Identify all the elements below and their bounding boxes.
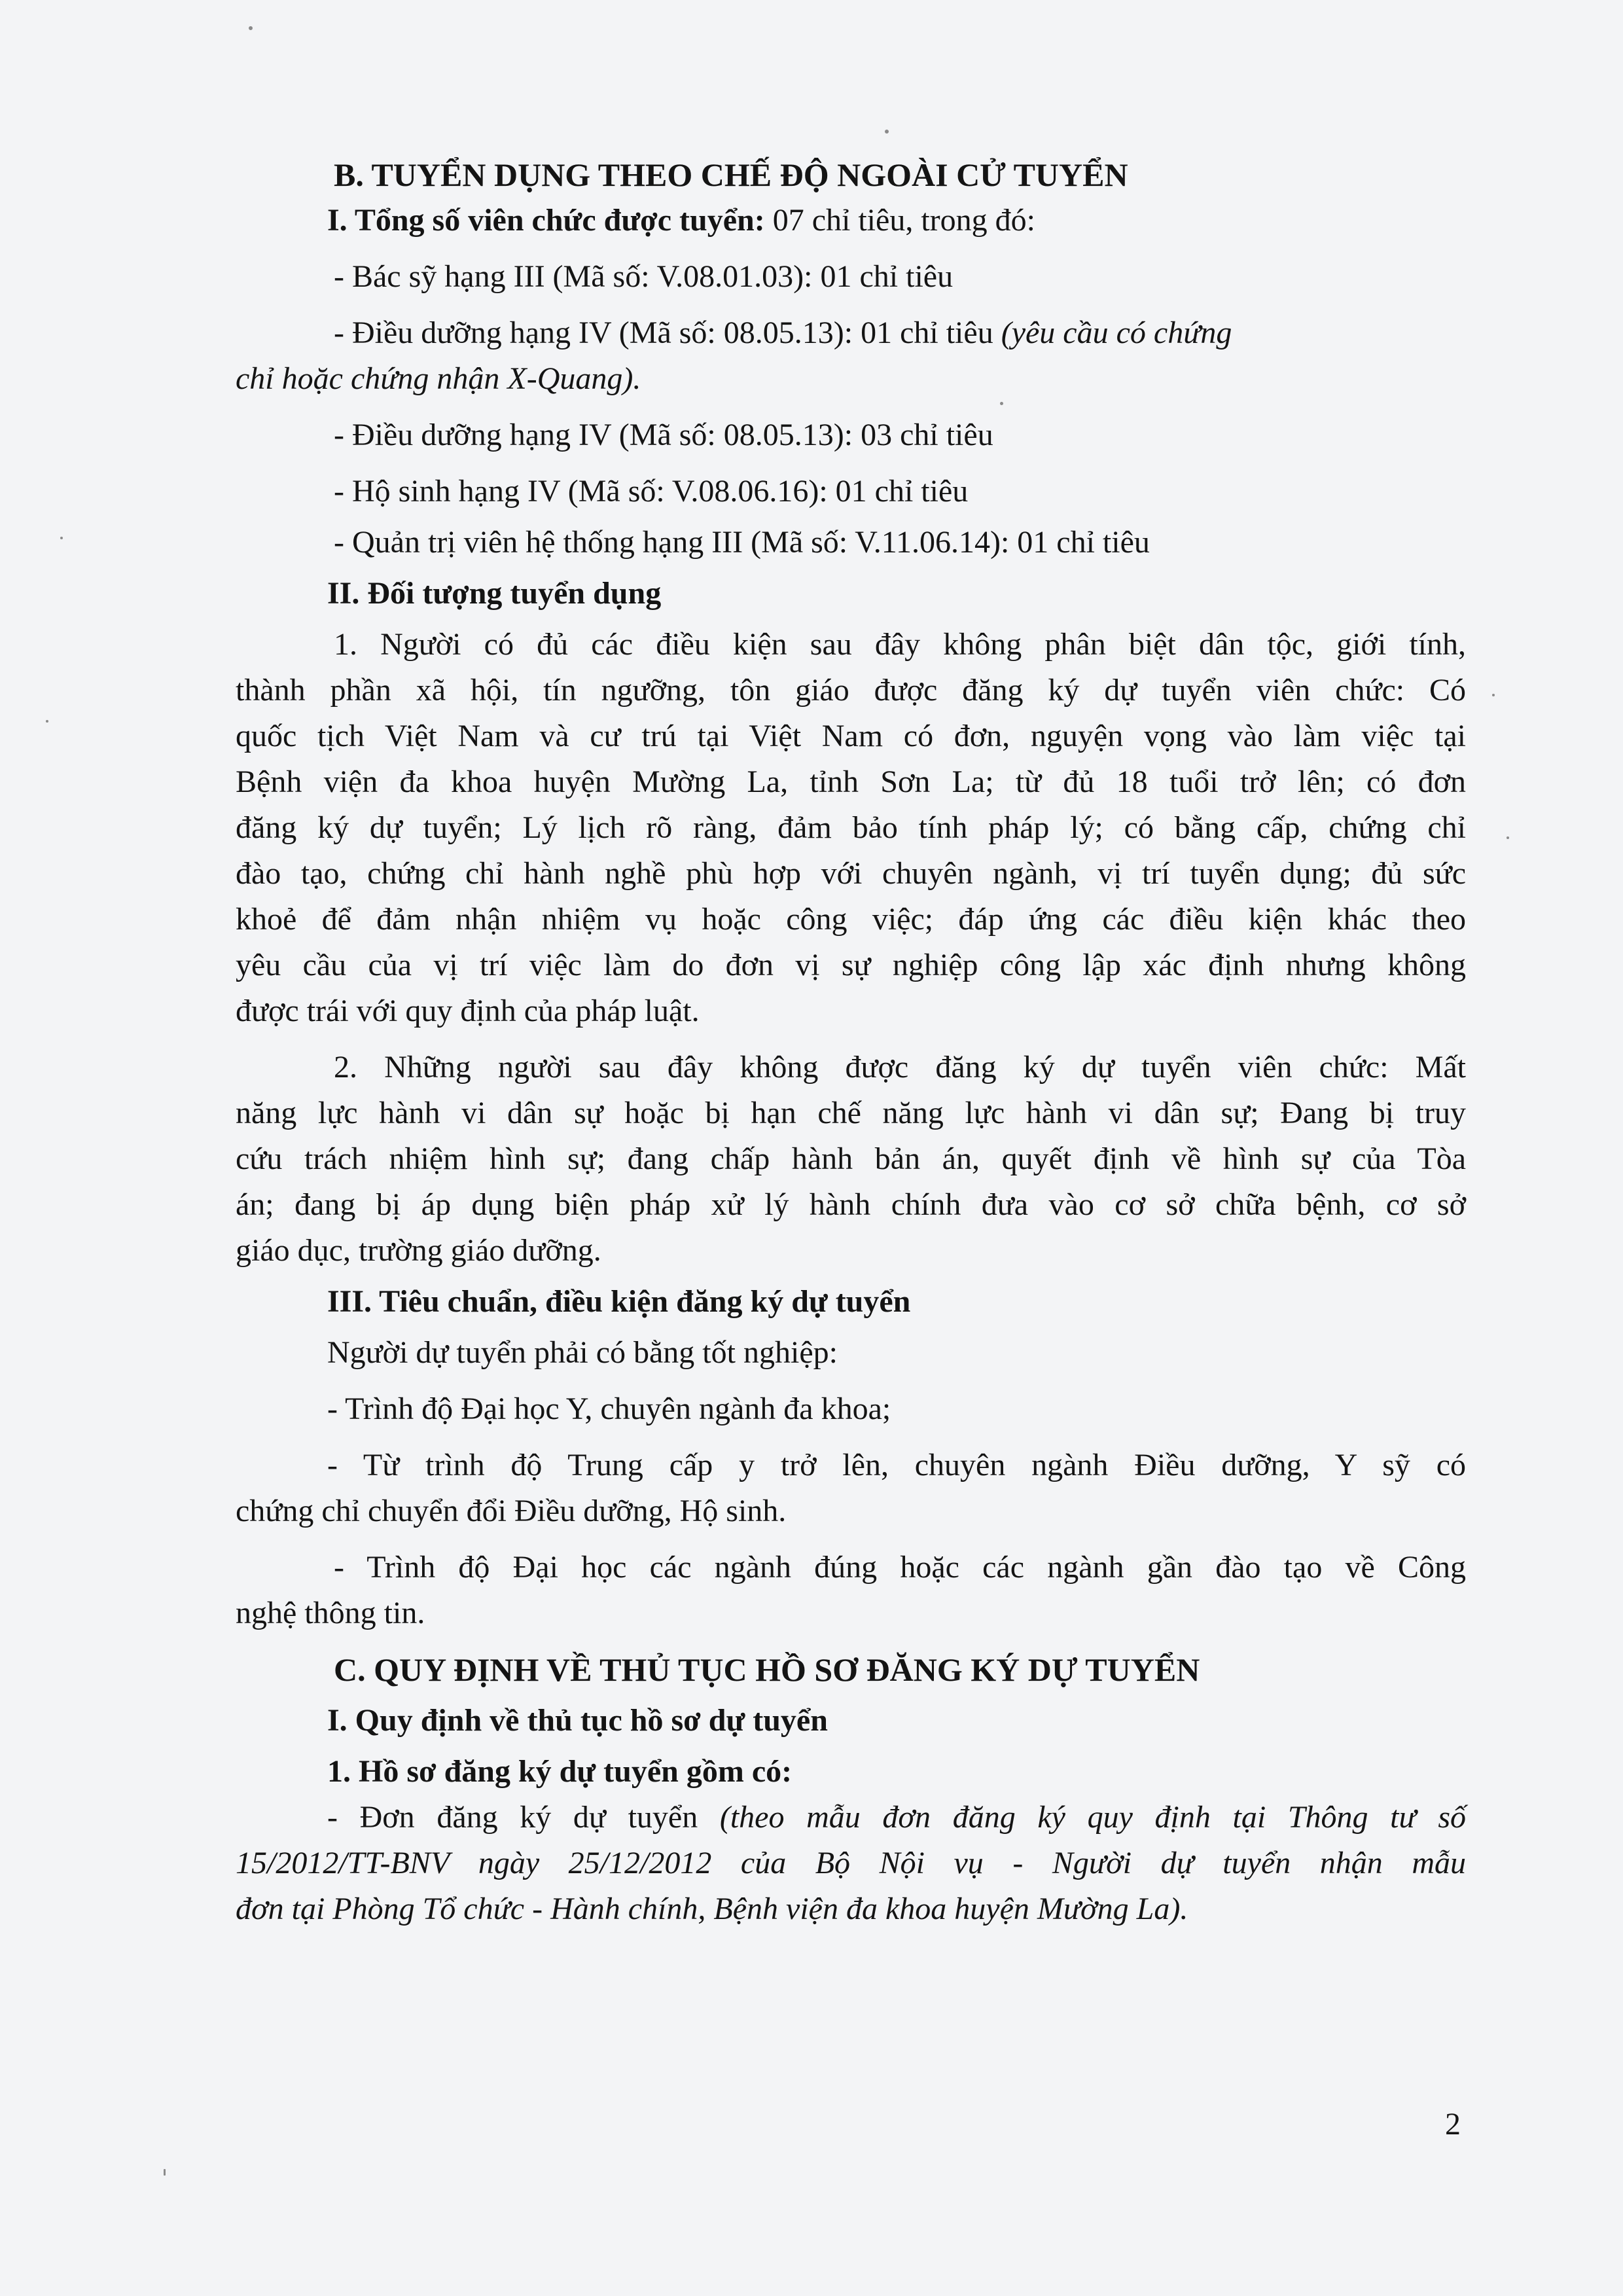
- scan-speck: [1492, 694, 1495, 696]
- part3-item-2-line: - Từ trình độ Trung cấp y trở lên, chuyên ngành Điều dưỡng, Y sỹ có: [327, 1448, 1466, 1482]
- paragraph-line: quốc tịch Việt Nam và cư trú tại Việt Nam có đơn, nguyện vọng vào làm việc tại: [236, 719, 1466, 753]
- paragraph-line: giáo dục, trường giáo dưỡng.: [236, 1233, 601, 1268]
- section-c-sub-2: 1. Hồ sơ đăng ký dự tuyển gồm có:: [327, 1754, 793, 1789]
- scan-speck: [164, 2169, 166, 2176]
- paragraph-line: án; đang bị áp dụng biện pháp xử lý hành chính đưa vào cơ sở chữa bệnh, cơ sở: [236, 1187, 1466, 1222]
- part2-paragraph-1: [236, 622, 1466, 1034]
- paragraph-line: khoẻ để đảm nhận nhiệm vụ hoặc công việc; đáp ứng các điều kiện khác theo: [236, 902, 1466, 937]
- part3-item-2-line: chứng chỉ chuyển đổi Điều dưỡng, Hộ sinh.: [236, 1494, 787, 1528]
- paragraph-line: đào tạo, chứng chỉ hành nghề phù hợp với chuyên ngành, vị trí tuyển dụng; đủ sức: [236, 856, 1466, 891]
- scan-speck: [1507, 836, 1509, 839]
- part1-heading-line: [236, 198, 1466, 243]
- part1-item-2-text: - Điều dưỡng hạng IV (Mã số: 08.05.13): 01 chỉ tiêu: [334, 315, 993, 350]
- part1-item-2: [236, 310, 1466, 356]
- part1-heading-rest: 07 chỉ tiêu, trong đó:: [764, 203, 1035, 238]
- paragraph-line: thành phần xã hội, tín ngưỡng, tôn giáo được đăng ký dự tuyển viên chức: Có: [236, 673, 1466, 708]
- part2-heading: II. Đối tượng tuyển dụng: [327, 576, 662, 611]
- part3-item-3-line: - Trình độ Đại học các ngành đúng hoặc các ngành gần đào tạo về Công: [334, 1550, 1466, 1585]
- part1-item-2-note: (yêu cầu có chứng: [1001, 315, 1232, 350]
- paragraph-line: yêu cầu của vị trí việc làm do đơn vị sự nghiệp công lập xác định nhưng không: [236, 948, 1466, 982]
- part2-paragraph-2: [236, 1045, 1466, 1274]
- paragraph-line: được trái với quy định của pháp luật.: [236, 994, 700, 1028]
- scan-speck: [60, 537, 63, 539]
- paragraph-line: 1. Người có đủ các điều kiện sau đây không phân biệt dân tộc, giới tính,: [334, 627, 1466, 662]
- part1-item-3: - Điều dưỡng hạng IV (Mã số: 08.05.13): 03 chỉ tiêu: [334, 418, 993, 452]
- scan-speck: [46, 720, 48, 723]
- section-c-item-1-prefix: - Đơn đăng ký dự tuyển: [327, 1800, 720, 1835]
- part1-item-4: - Hộ sinh hạng IV (Mã số: V.08.06.16): 01 chỉ tiêu: [334, 474, 969, 509]
- part3-item-3-line: nghệ thông tin.: [236, 1596, 425, 1630]
- part1-item-1: - Bác sỹ hạng III (Mã số: V.08.01.03): 01 chỉ tiêu: [334, 259, 954, 294]
- paragraph-line: Bệnh viện đa khoa huyện Mường La, tỉnh Sơn La; từ đủ 18 tuổi trở lên; có đơn: [236, 764, 1466, 799]
- part1-item-2-note-cont: chỉ hoặc chứng nhận X-Quang).: [236, 361, 641, 396]
- scan-speck: [885, 130, 889, 134]
- paragraph-line: 2. Những người sau đây không được đăng ký dự tuyển viên chức: Mất: [334, 1050, 1466, 1085]
- part1-item-5: - Quản trị viên hệ thống hạng III (Mã số: V.11.06.14): 01 chỉ tiêu: [334, 525, 1150, 560]
- part3-heading: III. Tiêu chuẩn, điều kiện đăng ký dự tuyển: [327, 1284, 911, 1319]
- section-c-item-1-line: [236, 1795, 1466, 1840]
- part1-heading: I. Tổng số viên chức được tuyển:: [327, 203, 765, 238]
- part3-item-1: - Trình độ Đại học Y, chuyên ngành đa khoa;: [327, 1391, 891, 1426]
- section-c-item-1-line: 15/2012/TT-BNV ngày 25/12/2012 của Bộ Nội vụ - Người dự tuyển nhận mẫu: [236, 1846, 1466, 1880]
- section-c-sub-1: I. Quy định về thủ tục hồ sơ dự tuyển: [327, 1703, 828, 1738]
- part3-intro: Người dự tuyển phải có bằng tốt nghiệp:: [327, 1335, 838, 1370]
- paragraph-line: năng lực hành vi dân sự hoặc bị hạn chế năng lực hành vi dân sự; Đang bị truy: [236, 1096, 1466, 1130]
- scan-speck: [249, 26, 253, 30]
- section-c-item-1-line: đơn tại Phòng Tổ chức - Hành chính, Bệnh viện đa khoa huyện Mường La).: [236, 1892, 1188, 1926]
- paragraph-line: đăng ký dự tuyển; Lý lịch rõ ràng, đảm bảo tính pháp lý; có bằng cấp, chứng chỉ: [236, 810, 1466, 845]
- section-b-title: B. TUYỂN DỤNG THEO CHẾ ĐỘ NGOÀI CỬ TUYỂN: [334, 156, 1128, 193]
- page-number: 2: [1445, 2107, 1461, 2142]
- paragraph-line: cứu trách nhiệm hình sự; đang chấp hành bản án, quyết định về hình sự của Tòa: [236, 1141, 1466, 1176]
- section-c-item-1-note: (theo mẫu đơn đăng ký quy định tại Thông tư số: [719, 1800, 1467, 1835]
- document-body: [236, 152, 1466, 1932]
- section-c-title: C. QUY ĐỊNH VỀ THỦ TỤC HỒ SƠ ĐĂNG KÝ DỰ TUYỂN: [334, 1651, 1200, 1688]
